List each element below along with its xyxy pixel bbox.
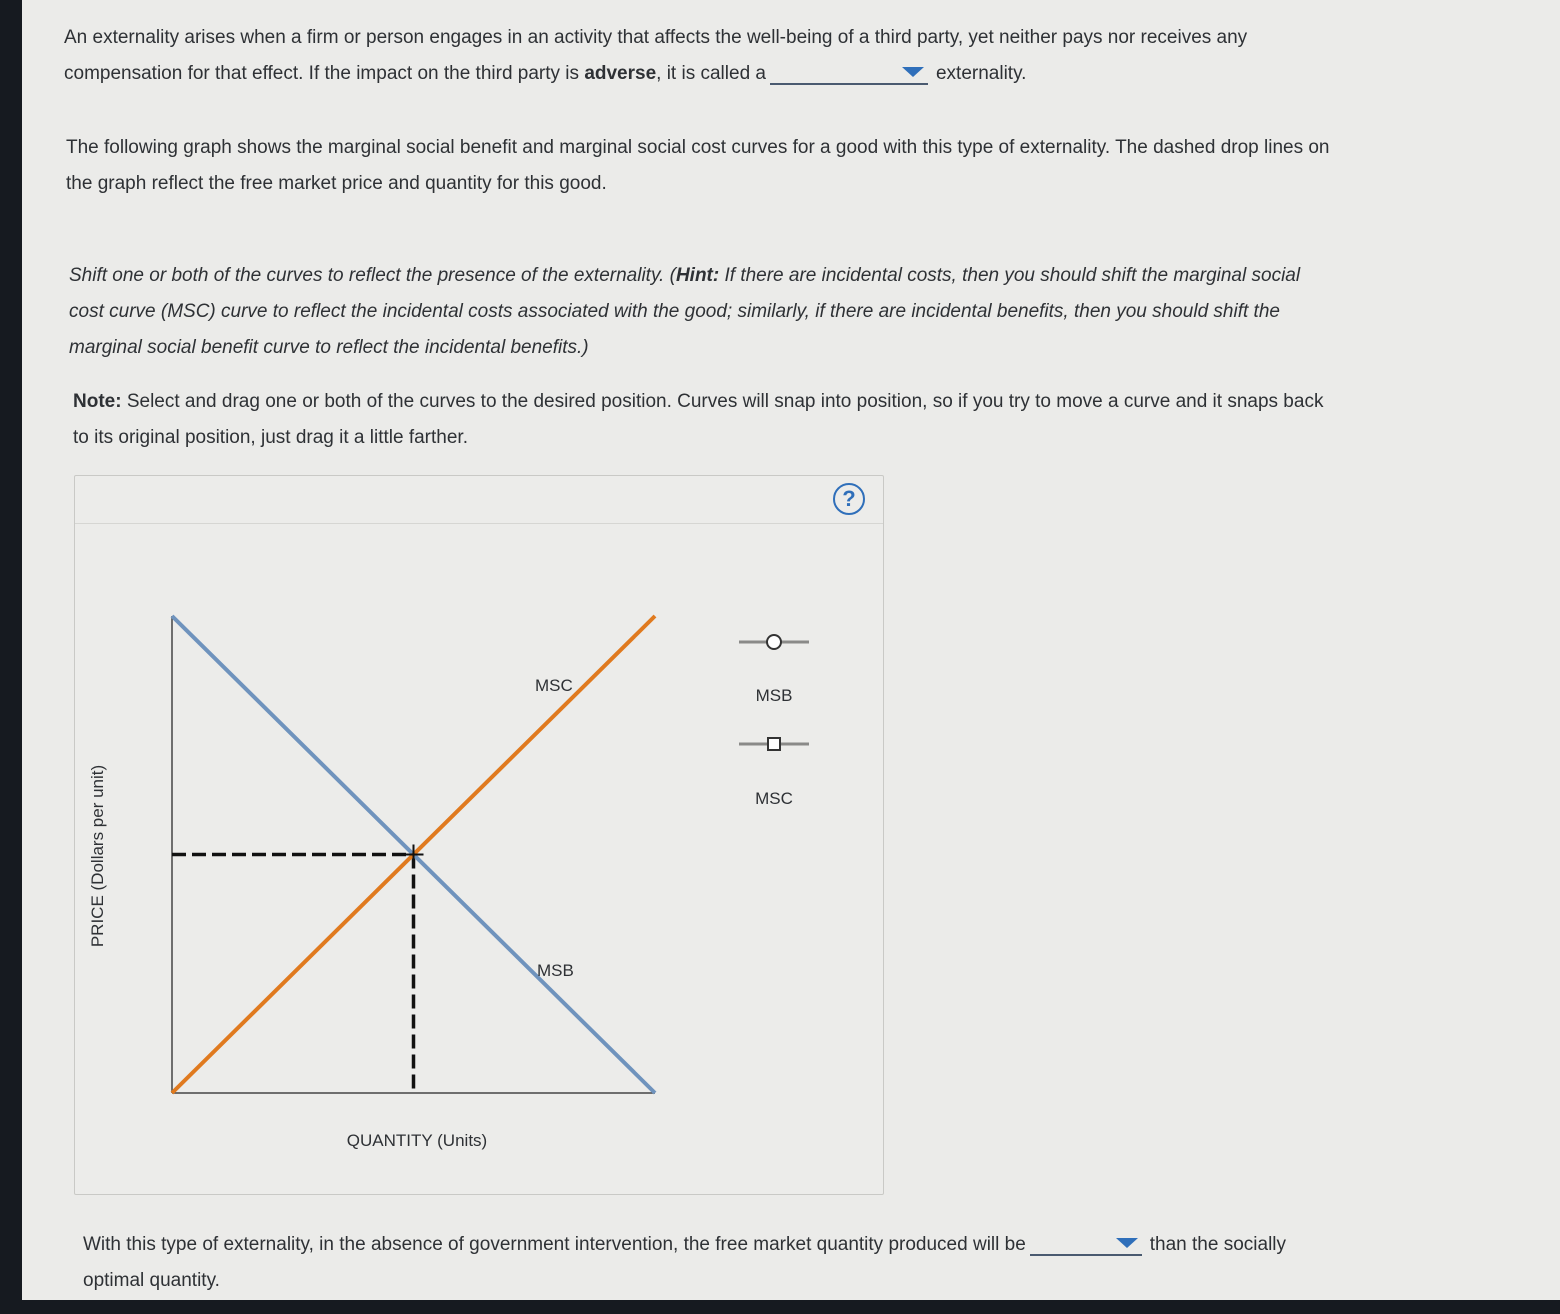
graph-description-line-1: The following graph shows the marginal social benefit and marginal social cost curves for a good with this type of externality. The dashed drop lines on	[66, 137, 1330, 158]
externality-type-dropdown[interactable]	[770, 61, 928, 85]
question-page	[22, 0, 1560, 1300]
msc-curve-label: MSC	[535, 676, 573, 695]
graph-canvas	[75, 476, 883, 1194]
note-paragraph	[73, 384, 1323, 456]
note-line-2: to its original position, just drag it a little farther.	[73, 427, 468, 448]
x-axis-label: QUANTITY (Units)	[346, 1131, 488, 1150]
instruction-paragraph	[69, 258, 1300, 366]
intro-line-2-end: externality.	[935, 63, 1027, 84]
intro-paragraph	[64, 20, 1247, 92]
dropdown-caret-icon	[902, 67, 924, 77]
note-line-1: Select and drag one or both of the curves to the desired position. Curves will snap into position, so if you try to move a curve and it snaps back	[121, 391, 1324, 412]
msb-curve-label: MSB	[537, 961, 574, 980]
note-label: Note:	[73, 391, 122, 412]
intro-line-1: An externality arises when a firm or person engages in an activity that affects the well-being of a third party, yet neither pays nor receives any	[64, 27, 1248, 48]
y-axis-label: PRICE (Dollars per unit)	[88, 764, 107, 948]
footer-line-2: optimal quantity.	[83, 1270, 220, 1291]
help-button-label: ?	[842, 486, 856, 511]
quantity-comparison-dropdown[interactable]	[1030, 1232, 1142, 1256]
graph-description-line-2: the graph reflect the free market price and quantity for this good.	[66, 173, 607, 194]
footer-paragraph	[83, 1227, 1286, 1299]
intro-line-2-mid: , it is called a	[656, 63, 766, 84]
instruction-line-1-end: If there are incidental costs, then you should shift the marginal social	[719, 265, 1301, 286]
footer-line-1-end: than the socially	[1149, 1234, 1287, 1255]
instruction-line-2: cost curve (MSC) curve to reflect the incidental costs associated with the good; similarly, if there are incidental benefits, then you should shift the	[69, 301, 1280, 322]
circle-handle-icon[interactable]	[767, 635, 781, 649]
legend-msc-label: MSC	[755, 789, 793, 808]
dropdown-caret-icon	[1116, 1238, 1138, 1248]
hint-label: Hint:	[675, 265, 720, 286]
instruction-line-1-start: Shift one or both of the curves to reflect the presence of the externality. (	[69, 265, 676, 286]
intro-adverse-word: adverse	[584, 63, 657, 84]
instruction-line-3: marginal social benefit curve to reflect the incidental benefits.)	[69, 337, 589, 358]
legend-msc-tool[interactable]	[739, 738, 809, 808]
graph-description-paragraph	[66, 130, 1330, 202]
graph-panel	[74, 475, 884, 1195]
legend-msb-tool[interactable]	[739, 635, 809, 705]
footer-line-1-start: With this type of externality, in the absence of government intervention, the free market quantity produced will be	[83, 1234, 1026, 1255]
intro-line-2-start: compensation for that effect. If the impact on the third party is	[64, 63, 585, 84]
square-handle-icon[interactable]	[768, 738, 780, 750]
legend-msb-label: MSB	[755, 686, 793, 705]
